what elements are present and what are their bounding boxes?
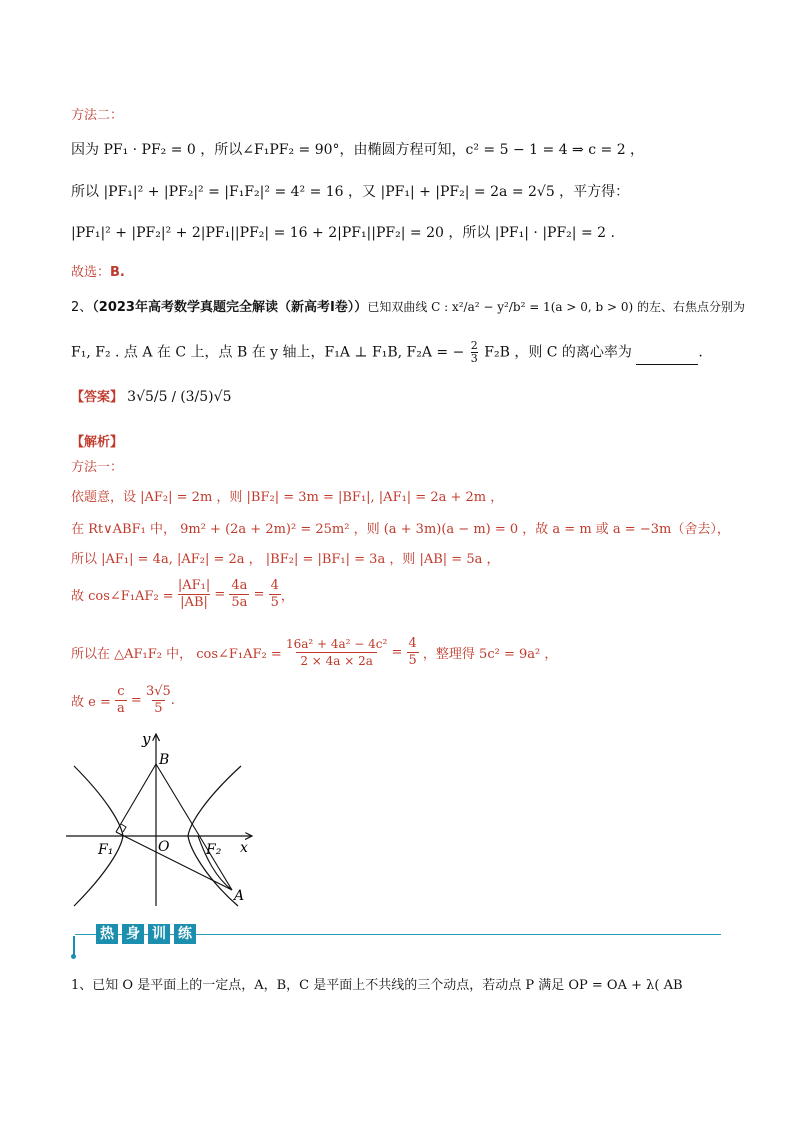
cos-law-prefix: 所以在 △AF₁F₂ 中， cos∠F₁AF₂ = bbox=[71, 647, 282, 662]
fraction-3root5-5: 3√5 5 bbox=[145, 684, 171, 716]
fraction-4-5b: 4 5 bbox=[408, 636, 417, 668]
hyperbola-figure bbox=[66, 728, 266, 908]
analysis-line2: 在 Rt∨ABF₁ 中， 9m² + (2a + 2m)² = 25m² ，则 (a + 3m)(a − m) = 0 ，故 a = m 或 a = −3m（舍去）， bbox=[71, 522, 730, 537]
answer-blank bbox=[636, 352, 698, 365]
fraction-c-a: c a bbox=[117, 684, 125, 716]
banner-char-1: 热 bbox=[96, 924, 118, 944]
label-y: y bbox=[142, 730, 151, 748]
fraction-4a-5a: 4a 5a bbox=[231, 578, 248, 610]
cos-law-suffix: ，整理得 5c² = 9a² ， bbox=[422, 647, 558, 662]
warmup-question-1: 1、已知 O 是平面上的一定点，A，B，C 是平面上不共线的三个动点，若动点 P 满足 OP = OA + λ( AB bbox=[71, 978, 683, 993]
label-a: A bbox=[234, 888, 245, 904]
divider-tail bbox=[73, 936, 78, 956]
answer-value-2: (3/5)√5 bbox=[180, 389, 232, 405]
method2-line3: |PF₁|² + |PF₂|² + 2|PF₁||PF₂| = 16 + 2|PF₁||PF₂| = 20 ，所以 |PF₁| · |PF₂| = 2 . bbox=[71, 225, 615, 241]
banner-char-4: 练 bbox=[174, 924, 196, 944]
problem-number: 2、 bbox=[71, 300, 93, 315]
analysis-line5: 所以在 △AF₁F₂ 中， cos∠F₁AF₂ = 16a² + 4a² − 4c² 2 × 4a × 2a = 4 5 ，整理得 5c² = 9a² ， bbox=[71, 636, 558, 668]
choice-line bbox=[71, 261, 125, 280]
label-b: B bbox=[159, 752, 170, 768]
analysis-line4: 故 cos∠F₁AF₂ = |AF₁| |AB| = 4a 5a = 4 5 ， bbox=[71, 578, 294, 610]
analysis-method1: 方法一： bbox=[71, 460, 124, 475]
label-o: O bbox=[158, 839, 170, 855]
choice-value: B. bbox=[110, 265, 125, 280]
fraction-af1-ab: |AF₁| |AB| bbox=[177, 578, 211, 610]
problem-stem-b: F₁, F₂ . 点 A 在 C 上，点 B 在 y 轴上，F₁A ⊥ F₁B, F₂A = − bbox=[71, 344, 465, 361]
ecc-prefix: 故 e = bbox=[71, 695, 111, 710]
banner-char-3: 训 bbox=[148, 924, 170, 944]
banner-char-2: 身 bbox=[122, 924, 144, 944]
answer-label: 【答案】 bbox=[71, 390, 124, 405]
answer-line bbox=[71, 386, 231, 405]
analysis-line6: 故 e = c a = 3√5 5. bbox=[71, 684, 175, 716]
problem-stem-c: F₂B ，则 C 的离心率为 bbox=[484, 344, 632, 361]
fraction-4-5: 4 5 bbox=[270, 578, 279, 610]
choice-prefix: 故选： bbox=[71, 265, 111, 280]
problem-stem-end: . bbox=[698, 344, 703, 361]
fraction-2-3: 2 3 bbox=[470, 339, 478, 365]
label-x: x bbox=[240, 840, 248, 856]
method2-line2: 所以 |PF₁|² + |PF₂|² = |F₁F₂|² = 4² = 16 ，又 |PF₁| + |PF₂| = 2a = 2√5 ，平方得： bbox=[71, 184, 630, 200]
line-f1b bbox=[116, 764, 156, 832]
problem2-line2 bbox=[71, 340, 703, 365]
analysis-label: 【解析】 bbox=[71, 435, 124, 450]
cos-prefix: 故 cos∠F₁AF₂ = bbox=[71, 589, 174, 604]
analysis-line1: 依题意，设 |AF₂| = 2m ，则 |BF₂| = 3m = |BF₁|, |AF₁| = 2a + 2m ， bbox=[71, 490, 504, 505]
problem-source: （2023年高考数学真题完全解读（新高考Ⅰ卷）） bbox=[92, 300, 368, 315]
warmup-banner bbox=[96, 924, 204, 946]
fraction-cos-law: 16a² + 4a² − 4c² 2 × 4a × 2a bbox=[285, 637, 388, 668]
method2-heading: 方法二： bbox=[71, 108, 124, 123]
method2-line1: 因为 PF₁ · PF₂ = 0 ，所以∠F₁PF₂ = 90°，由椭圆方程可知，c² = 5 − 1 = 4 ⇒ c = 2 ， bbox=[71, 142, 645, 158]
problem-stem-a: 已知双曲线 C : x²/a² − y²/b² = 1(a > 0, b > 0) 的左、右焦点分别为 bbox=[367, 300, 745, 314]
analysis-line3: 所以 |AF₁| = 4a, |AF₂| = 2a ， |BF₂| = |BF₁| = 3a ，则 |AB| = 5a ， bbox=[71, 552, 500, 567]
answer-separator: / bbox=[171, 390, 177, 405]
problem2-line1 bbox=[71, 296, 745, 315]
label-f1: F₁ bbox=[98, 842, 114, 858]
answer-value-1: 3√5/5 bbox=[127, 389, 168, 405]
label-f2: F₂ bbox=[206, 842, 222, 858]
